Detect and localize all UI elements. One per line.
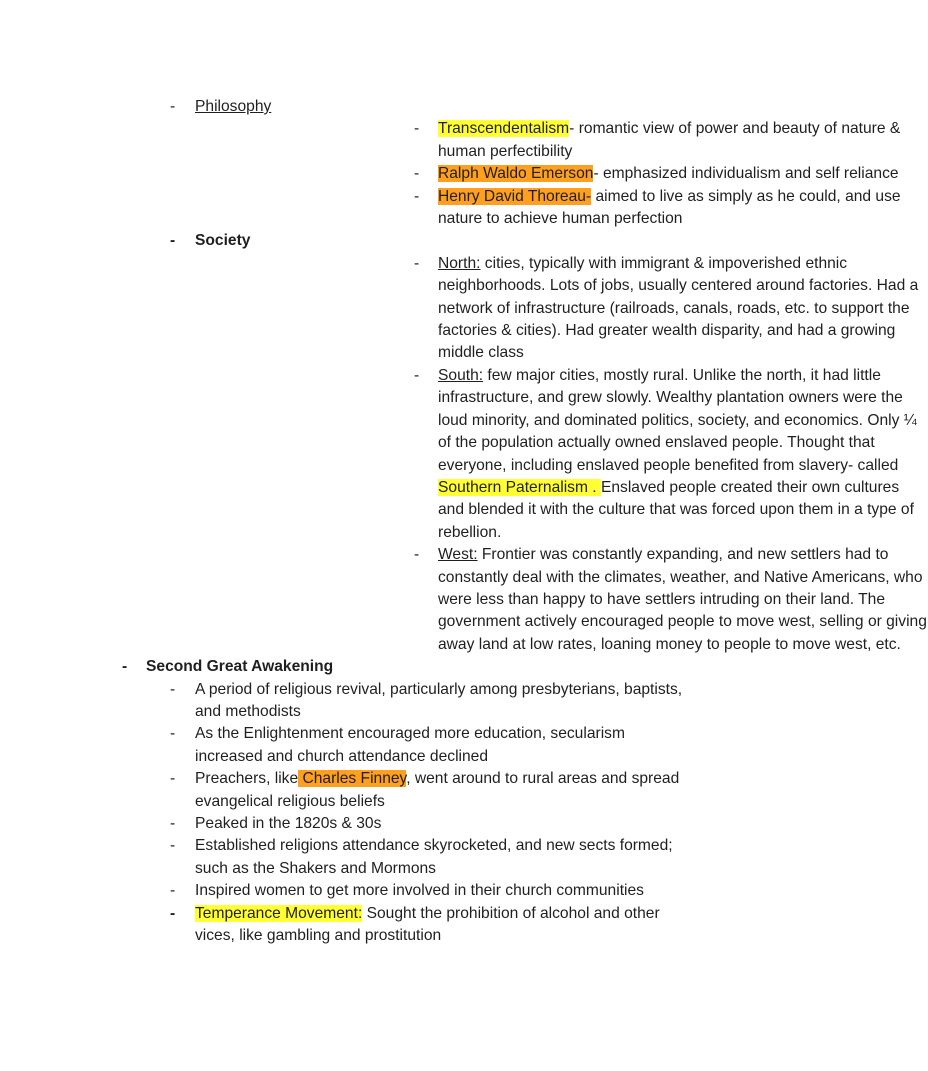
bullet-dash: -	[170, 98, 176, 115]
bullet-dash: -	[414, 120, 420, 138]
list-item-text	[438, 118, 928, 163]
list-item-text	[195, 768, 685, 813]
item-description: - romantic view of power and beauty of nature & human perfectibility	[438, 120, 901, 160]
region-label: West:	[438, 546, 478, 564]
item-description: Preachers, like	[195, 770, 299, 788]
highlighted-term: Charles Finney	[298, 770, 407, 788]
list-item-text	[438, 253, 928, 365]
item-description: cities, typically with immigrant & impoverished ethnic neighborhoods. Lots of jobs, usually centered around factories. Had a network of infrastructure (railroads, canals, roads, etc. to support the factories & cities). Had greater wealth disparity, and had a growing middle class	[438, 254, 919, 362]
society-item	[0, 230, 927, 656]
highlighted-term: Ralph Waldo Emerson	[438, 165, 594, 183]
list-item	[195, 118, 901, 163]
highlighted-term: Henry David Thoreau-	[438, 187, 592, 205]
list-item-text	[438, 544, 928, 656]
outline-section-continued	[0, 96, 927, 656]
item-description: , went around to rural areas and spread evangelical religious beliefs	[195, 770, 680, 810]
list-item	[0, 723, 828, 768]
region-label: South:	[438, 366, 484, 384]
list-item-text: A period of religious revival, particularly among presbyterians, baptists, and methodists	[195, 680, 683, 720]
list-item-text: Inspired women to get more involved in their church communities	[195, 882, 644, 900]
bullet-dash: -	[414, 546, 420, 564]
list-item	[195, 186, 901, 231]
bullet-dash: -	[414, 254, 420, 272]
list-item-text: As the Enlightenment encouraged more education, secularism increased and church attendance declined	[195, 725, 625, 765]
item-description: aimed to live as simply as he could, and use nature to achieve human perfection	[438, 187, 901, 228]
highlighted-term: Temperance Movement:	[195, 904, 363, 922]
list-item	[195, 253, 919, 365]
list-item-text: Established religions attendance skyrocketed, and new sects formed; such as the Shakers and Mormons	[195, 837, 673, 877]
item-description: few major cities, mostly rural. Unlike the north, it had little infrastructure, and grew slowly. Wealthy plantation owners were the loud minority, and dominated politics, society, and economics. Only ¼ of the population actually owned enslaved people. Thought that everyone, including enslaved people benefited from slavery- called	[438, 366, 917, 474]
bullet-dash: -	[170, 232, 176, 250]
bullet-dash: -	[170, 882, 176, 900]
society-heading: Society	[195, 232, 251, 250]
item-description: Frontier was constantly expanding, and new settlers had to constantly deal with the climates, weather, and Native Americans, who were less than happy to have settlers intruding on their land. The government actively encouraged people to move west, selling or giving away land at low rates, loaning money to people to move west, etc.	[438, 546, 927, 653]
bullet-dash: -	[170, 904, 176, 922]
list-item	[0, 768, 828, 813]
awakening-heading: Second Great Awakening	[146, 658, 334, 676]
bullet-dash: -	[170, 725, 176, 743]
list-item	[0, 813, 828, 835]
list-item-text	[195, 903, 685, 948]
list-item-text: Peaked in the 1820s & 30s	[195, 815, 382, 832]
bullet-dash: -	[170, 770, 176, 788]
bullet-dash: -	[414, 187, 420, 205]
item-description: Enslaved people created their own cultures and blended it with the culture that was forced upon them in a type of rebellion.	[438, 478, 914, 541]
list-item	[195, 163, 899, 185]
item-description: - emphasized individualism and self reliance	[593, 165, 899, 183]
bullet-dash: -	[170, 680, 176, 698]
list-item	[0, 835, 828, 880]
philosophy-heading: Philosophy	[195, 98, 272, 115]
highlighted-term: Transcendentalism	[438, 120, 570, 138]
list-item	[0, 903, 828, 948]
highlighted-term: Southern Paternalism .	[438, 478, 601, 496]
item-description: Sought the prohibition of alcohol and other vices, like gambling and prostitution	[195, 904, 660, 945]
list-item-text	[438, 186, 928, 231]
bullet-dash: -	[414, 366, 420, 384]
list-item	[0, 679, 828, 724]
philosophy-item	[0, 96, 901, 230]
bullet-dash: -	[122, 658, 128, 676]
bullet-dash: -	[170, 815, 176, 832]
list-item	[195, 544, 927, 656]
list-item-text	[438, 365, 928, 544]
region-label: North:	[438, 254, 481, 272]
bullet-dash: -	[414, 165, 420, 183]
awakening-section	[0, 656, 828, 947]
list-item	[195, 365, 917, 544]
list-item	[0, 880, 828, 902]
list-item-text	[438, 163, 928, 185]
notes-outline	[0, 96, 927, 947]
bullet-dash: -	[170, 837, 176, 855]
